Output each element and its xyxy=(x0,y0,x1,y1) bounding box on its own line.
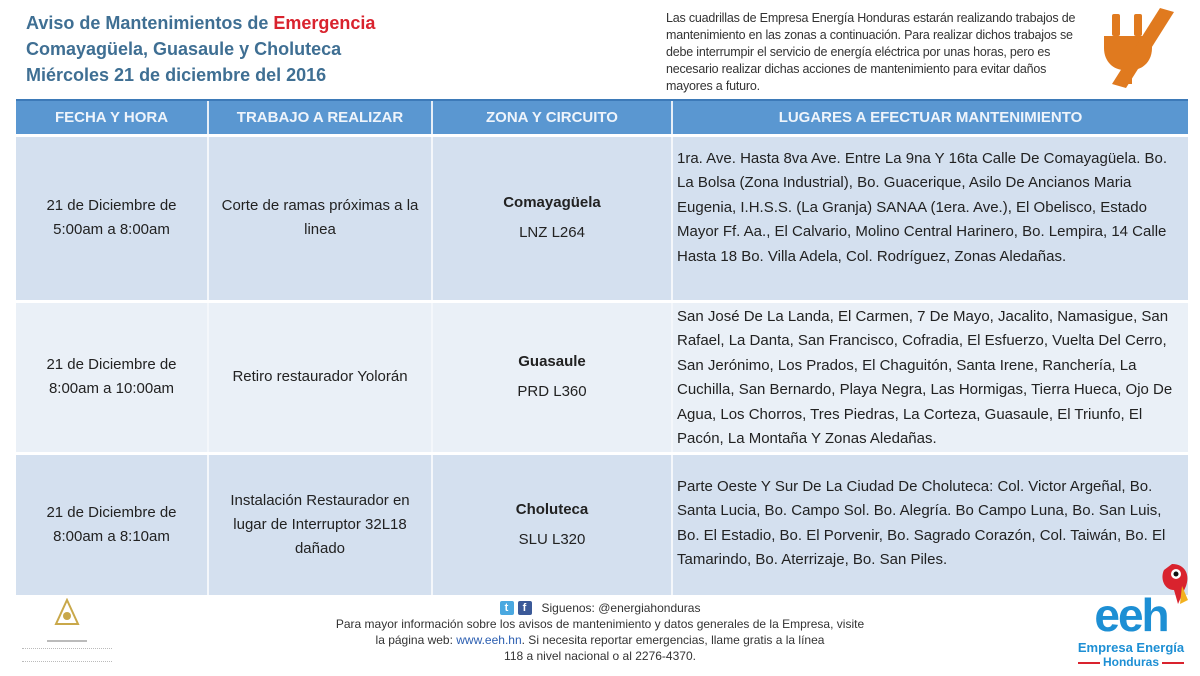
eeh-logo xyxy=(1066,560,1196,676)
circuit-code: LNZ L264 xyxy=(519,224,585,241)
cell-work: Retiro restaurador Yolorán xyxy=(208,301,432,453)
notice-date: Miércoles 21 de diciembre del 2016 xyxy=(26,65,327,85)
twitter-icon[interactable]: t xyxy=(500,601,514,615)
header-work: TRABAJO A REALIZAR xyxy=(208,100,432,135)
circuit-code: SLU L320 xyxy=(518,530,586,548)
table-row xyxy=(16,453,1188,595)
footer-line-2: la página web: www.eeh.hn. Si necesita reportar emergencias, llame gratis a la línea xyxy=(375,633,825,647)
cell-zone xyxy=(432,301,672,453)
intro-text: Las cuadrillas de Empresa Energía Honduras estarán realizando trabajos de mantenimiento en las zonas a continuación. Para realizar dichos trabajos se debe interrumpir el servicio de energía eléctrica por unas horas, pero es necesario realizar dichas acciones de mantenimiento para evitar daños mayores a futuro. xyxy=(666,11,1076,93)
cell-places: Parte Oeste Y Sur De La Ciudad De Choluteca: Col. Victor Argeñal, Bo. Santa Lucia, Bo. Campo Sol. Bo. Alegría. Bo Campo Luna, Bo. San Luis, Bo. El Estadio, Bo. El Porvenir, Bo. Sagrado Corazón, Col. Taiwán, Bo. El Tamarindo, Bo. Aterrizaje, Bo. San Piles. xyxy=(672,453,1188,595)
website-link[interactable]: www.eeh.hn xyxy=(456,633,522,647)
table-row xyxy=(16,301,1188,453)
cell-places: San José De La Landa, El Carmen, 7 De Mayo, Jacalito, Namasigue, San Rafael, La Danta, San Francisco, Cofradia, El Esfuerzo, Vuelta Del Cerro, San Jerónimo, Los Prados, El Chaguitón, Santa Irene, Ranchería, La Cuchilla, San Bernardo, Playa Negra, Las Hormigas, Tierra Hueca, Ojo De Agua, Los Chorros, Tres Piedras, La Corteza, Guasaule, El Triunfo, El Pacón, La Montaña Y Zonas Aledañas. xyxy=(672,301,1188,453)
cell-date: 21 de Diciembre de 5:00am a 8:00am xyxy=(16,135,208,301)
logo-wordmark: eeh xyxy=(1094,589,1168,641)
circuit-code: PRD L360 xyxy=(517,383,587,400)
header-places: LUGARES A EFECTUAR MANTENIMIENTO xyxy=(672,100,1188,135)
maintenance-table xyxy=(16,99,1188,595)
table-row xyxy=(16,135,1188,301)
header-date: FECHA Y HORA xyxy=(16,100,208,135)
cell-date: 21 de Diciembre de 8:00am a 8:10am xyxy=(16,453,208,595)
logo-subtitle: Empresa Energía xyxy=(1077,640,1185,655)
footer xyxy=(0,600,1200,664)
parrot-icon xyxy=(1152,560,1192,608)
cell-date: 21 de Diciembre de 8:00am a 10:00am xyxy=(16,301,208,453)
facebook-icon[interactable]: f xyxy=(518,601,532,615)
notice-title: Aviso de Mantenimientos de Emergencia xyxy=(26,13,376,33)
notice-subtitle: Comayagüela, Guasaule y Choluteca xyxy=(26,39,342,59)
social-handle: Siguenos: @energiahonduras xyxy=(541,601,701,615)
cell-places: 1ra. Ave. Hasta 8va Ave. Entre La 9na Y 16ta Calle De Comayagüela. Bo. La Bolsa (Zona Industrial), Bo. Guacerique, Asilo De Ancianos Maria Eugenia, I.H.S.S. (La Granja) SANAA (1era. Ave.), El Obelisco, Estado Mayor Ff. Aa., El Calvario, Molino Central Harinero, Bo. Lempira, 14 Calle Hasta 18 Bo. Villa Adela, Col. Rodríguez, Zonas Aledañas. xyxy=(672,135,1188,301)
table-header-row xyxy=(16,100,1188,135)
unplugged-icon xyxy=(1098,8,1178,88)
footer-line-3: 118 a nivel nacional o al 2276-4370. xyxy=(504,649,696,663)
cell-zone xyxy=(432,453,672,595)
cell-work: Corte de ramas próximas a la linea xyxy=(208,135,432,301)
zone-name: Choluteca xyxy=(515,500,589,518)
logo-country: Honduras xyxy=(1066,655,1196,669)
zone-name: Comayagüela xyxy=(503,194,601,211)
cell-zone xyxy=(432,135,672,301)
zone-name: Guasaule xyxy=(518,353,586,370)
social-row xyxy=(0,600,1200,616)
header-zone: ZONA Y CIRCUITO xyxy=(432,100,672,135)
notice-title-block xyxy=(26,10,375,88)
footer-line-1: Para mayor información sobre los avisos de mantenimiento y datos generales de la Empresa, visite xyxy=(335,617,865,631)
cell-work: Instalación Restaurador en lugar de Interruptor 32L18 dañado xyxy=(208,453,432,595)
